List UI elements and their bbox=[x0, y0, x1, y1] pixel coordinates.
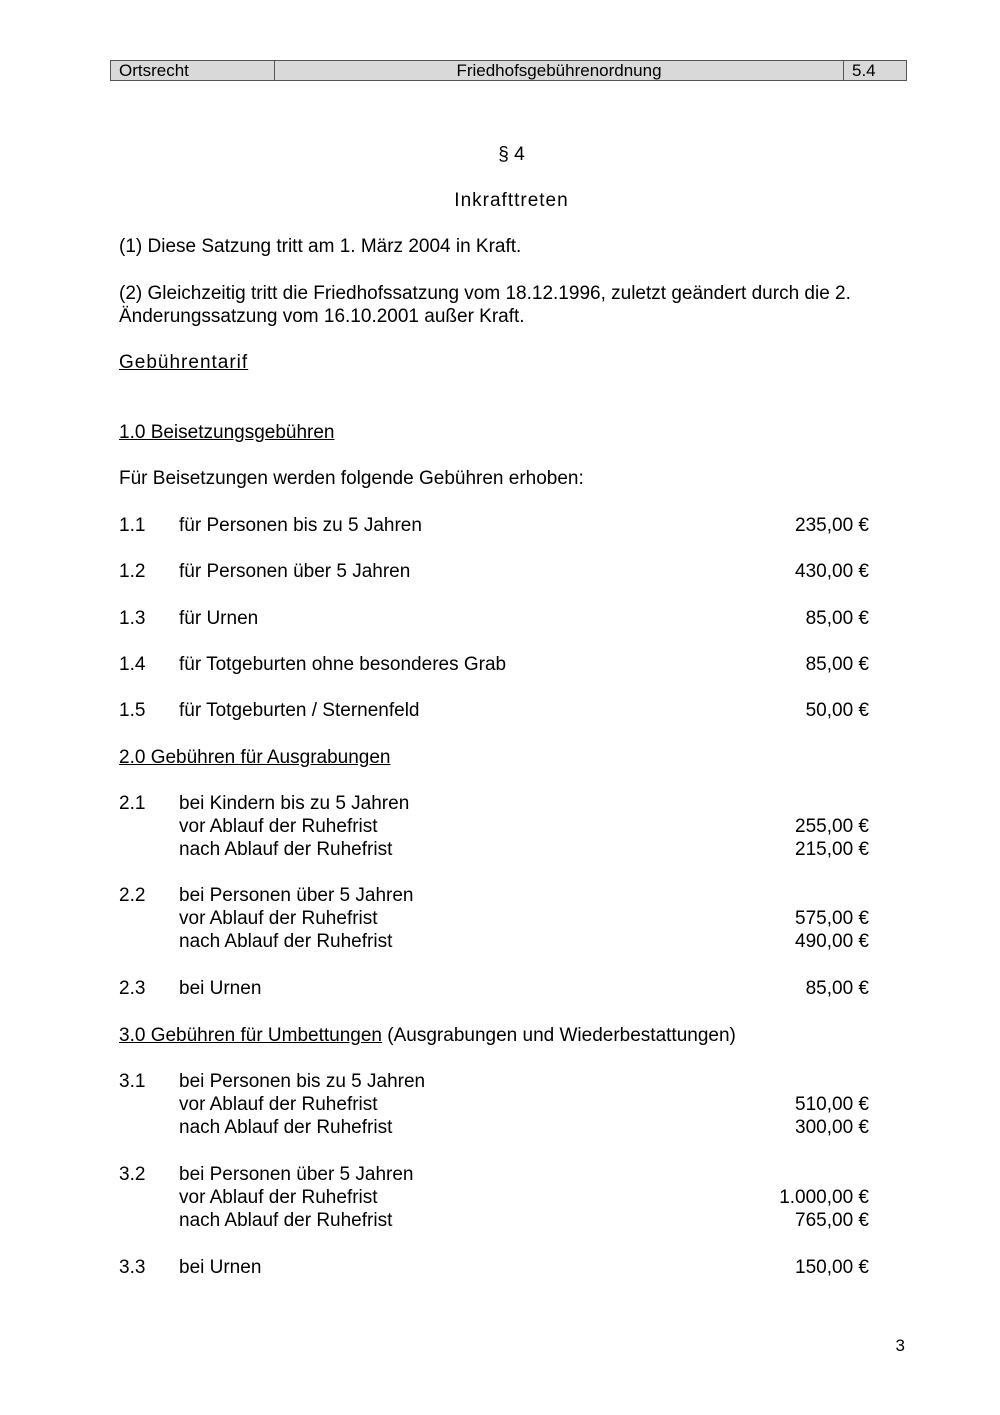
item-description: bei Personen über 5 Jahren bbox=[179, 1164, 414, 1185]
item-description: bei Urnen bbox=[179, 978, 262, 999]
item-after-amount: 490,00 € bbox=[795, 931, 869, 952]
item-before-label: vor Ablauf der Ruhefrist bbox=[179, 816, 378, 837]
item-after-amount: 300,00 € bbox=[795, 1117, 869, 1138]
header-center: Friedhofsgebührenordnung bbox=[275, 61, 844, 80]
tarif-heading: Gebührentarif bbox=[119, 352, 249, 373]
section-number: § 4 bbox=[498, 144, 525, 165]
item-description: für Personen über 5 Jahren bbox=[179, 561, 411, 582]
section-2-heading: 2.0 Gebühren für Ausgrabungen bbox=[119, 747, 391, 768]
item-after-label: nach Ablauf der Ruhefrist bbox=[179, 839, 393, 860]
item-before-amount: 510,00 € bbox=[795, 1094, 869, 1115]
item-number: 3.2 bbox=[119, 1164, 146, 1185]
item-number: 1.2 bbox=[119, 561, 146, 582]
item-number: 1.3 bbox=[119, 608, 146, 629]
section-3-heading: 3.0 Gebühren für Umbettungen bbox=[119, 1025, 383, 1046]
item-number: 1.5 bbox=[119, 700, 146, 721]
section-3-heading-suffix: (Ausgrabungen und Wiederbestattungen) bbox=[382, 1025, 736, 1046]
item-description: bei Personen bis zu 5 Jahren bbox=[179, 1071, 426, 1092]
paragraph-1: (1) Diese Satzung tritt am 1. März 2004 in Kraft. bbox=[119, 236, 522, 257]
section-3-heading-line bbox=[119, 1024, 736, 1047]
item-description: für Personen bis zu 5 Jahren bbox=[179, 515, 422, 536]
section-title: Inkrafttreten bbox=[454, 190, 569, 211]
item-amount: 50,00 € bbox=[805, 700, 869, 721]
item-after-amount: 215,00 € bbox=[795, 839, 869, 860]
item-description: für Totgeburten ohne besonderes Grab bbox=[179, 654, 507, 675]
item-description: bei Kindern bis zu 5 Jahren bbox=[179, 793, 410, 814]
item-description: für Totgeburten / Sternenfeld bbox=[179, 700, 420, 721]
item-before-amount: 575,00 € bbox=[795, 908, 869, 929]
page-number: 3 bbox=[895, 1336, 905, 1355]
item-number: 1.1 bbox=[119, 515, 146, 536]
item-description: für Urnen bbox=[179, 608, 259, 629]
section-1-heading: 1.0 Beisetzungsgebühren bbox=[119, 422, 335, 443]
item-number: 3.1 bbox=[119, 1071, 146, 1092]
item-before-label: vor Ablauf der Ruhefrist bbox=[179, 1094, 378, 1115]
item-before-label: vor Ablauf der Ruhefrist bbox=[179, 908, 378, 929]
header-left: Ortsrecht bbox=[111, 61, 275, 80]
item-after-label: nach Ablauf der Ruhefrist bbox=[179, 931, 393, 952]
item-amount: 430,00 € bbox=[795, 561, 869, 582]
section-1-intro: Für Beisetzungen werden folgende Gebühren erhoben: bbox=[119, 468, 584, 489]
item-before-amount: 255,00 € bbox=[795, 816, 869, 837]
item-after-label: nach Ablauf der Ruhefrist bbox=[179, 1117, 393, 1138]
item-number: 1.4 bbox=[119, 654, 146, 675]
header-right: 5.4 bbox=[852, 61, 876, 80]
item-description: bei Personen über 5 Jahren bbox=[179, 885, 414, 906]
item-number: 3.3 bbox=[119, 1257, 146, 1278]
item-amount: 235,00 € bbox=[795, 515, 869, 536]
item-amount: 85,00 € bbox=[805, 978, 869, 999]
page-header bbox=[110, 60, 907, 81]
paragraph-2: (2) Gleichzeitig tritt die Friedhofssatzung vom 18.12.1996, zuletzt geändert durch die 2. Änderungssatzung vom 16.10.2001 außer Kraft. bbox=[119, 283, 851, 327]
item-after-label: nach Ablauf der Ruhefrist bbox=[179, 1210, 393, 1231]
item-number: 2.2 bbox=[119, 885, 146, 906]
item-description: bei Urnen bbox=[179, 1257, 262, 1278]
item-amount: 85,00 € bbox=[805, 608, 869, 629]
item-number: 2.1 bbox=[119, 793, 146, 814]
item-amount: 150,00 € bbox=[795, 1257, 869, 1278]
item-before-amount: 1.000,00 € bbox=[779, 1187, 869, 1208]
item-after-amount: 765,00 € bbox=[795, 1210, 869, 1231]
item-amount: 85,00 € bbox=[805, 654, 869, 675]
item-before-label: vor Ablauf der Ruhefrist bbox=[179, 1187, 378, 1208]
item-number: 2.3 bbox=[119, 978, 146, 999]
